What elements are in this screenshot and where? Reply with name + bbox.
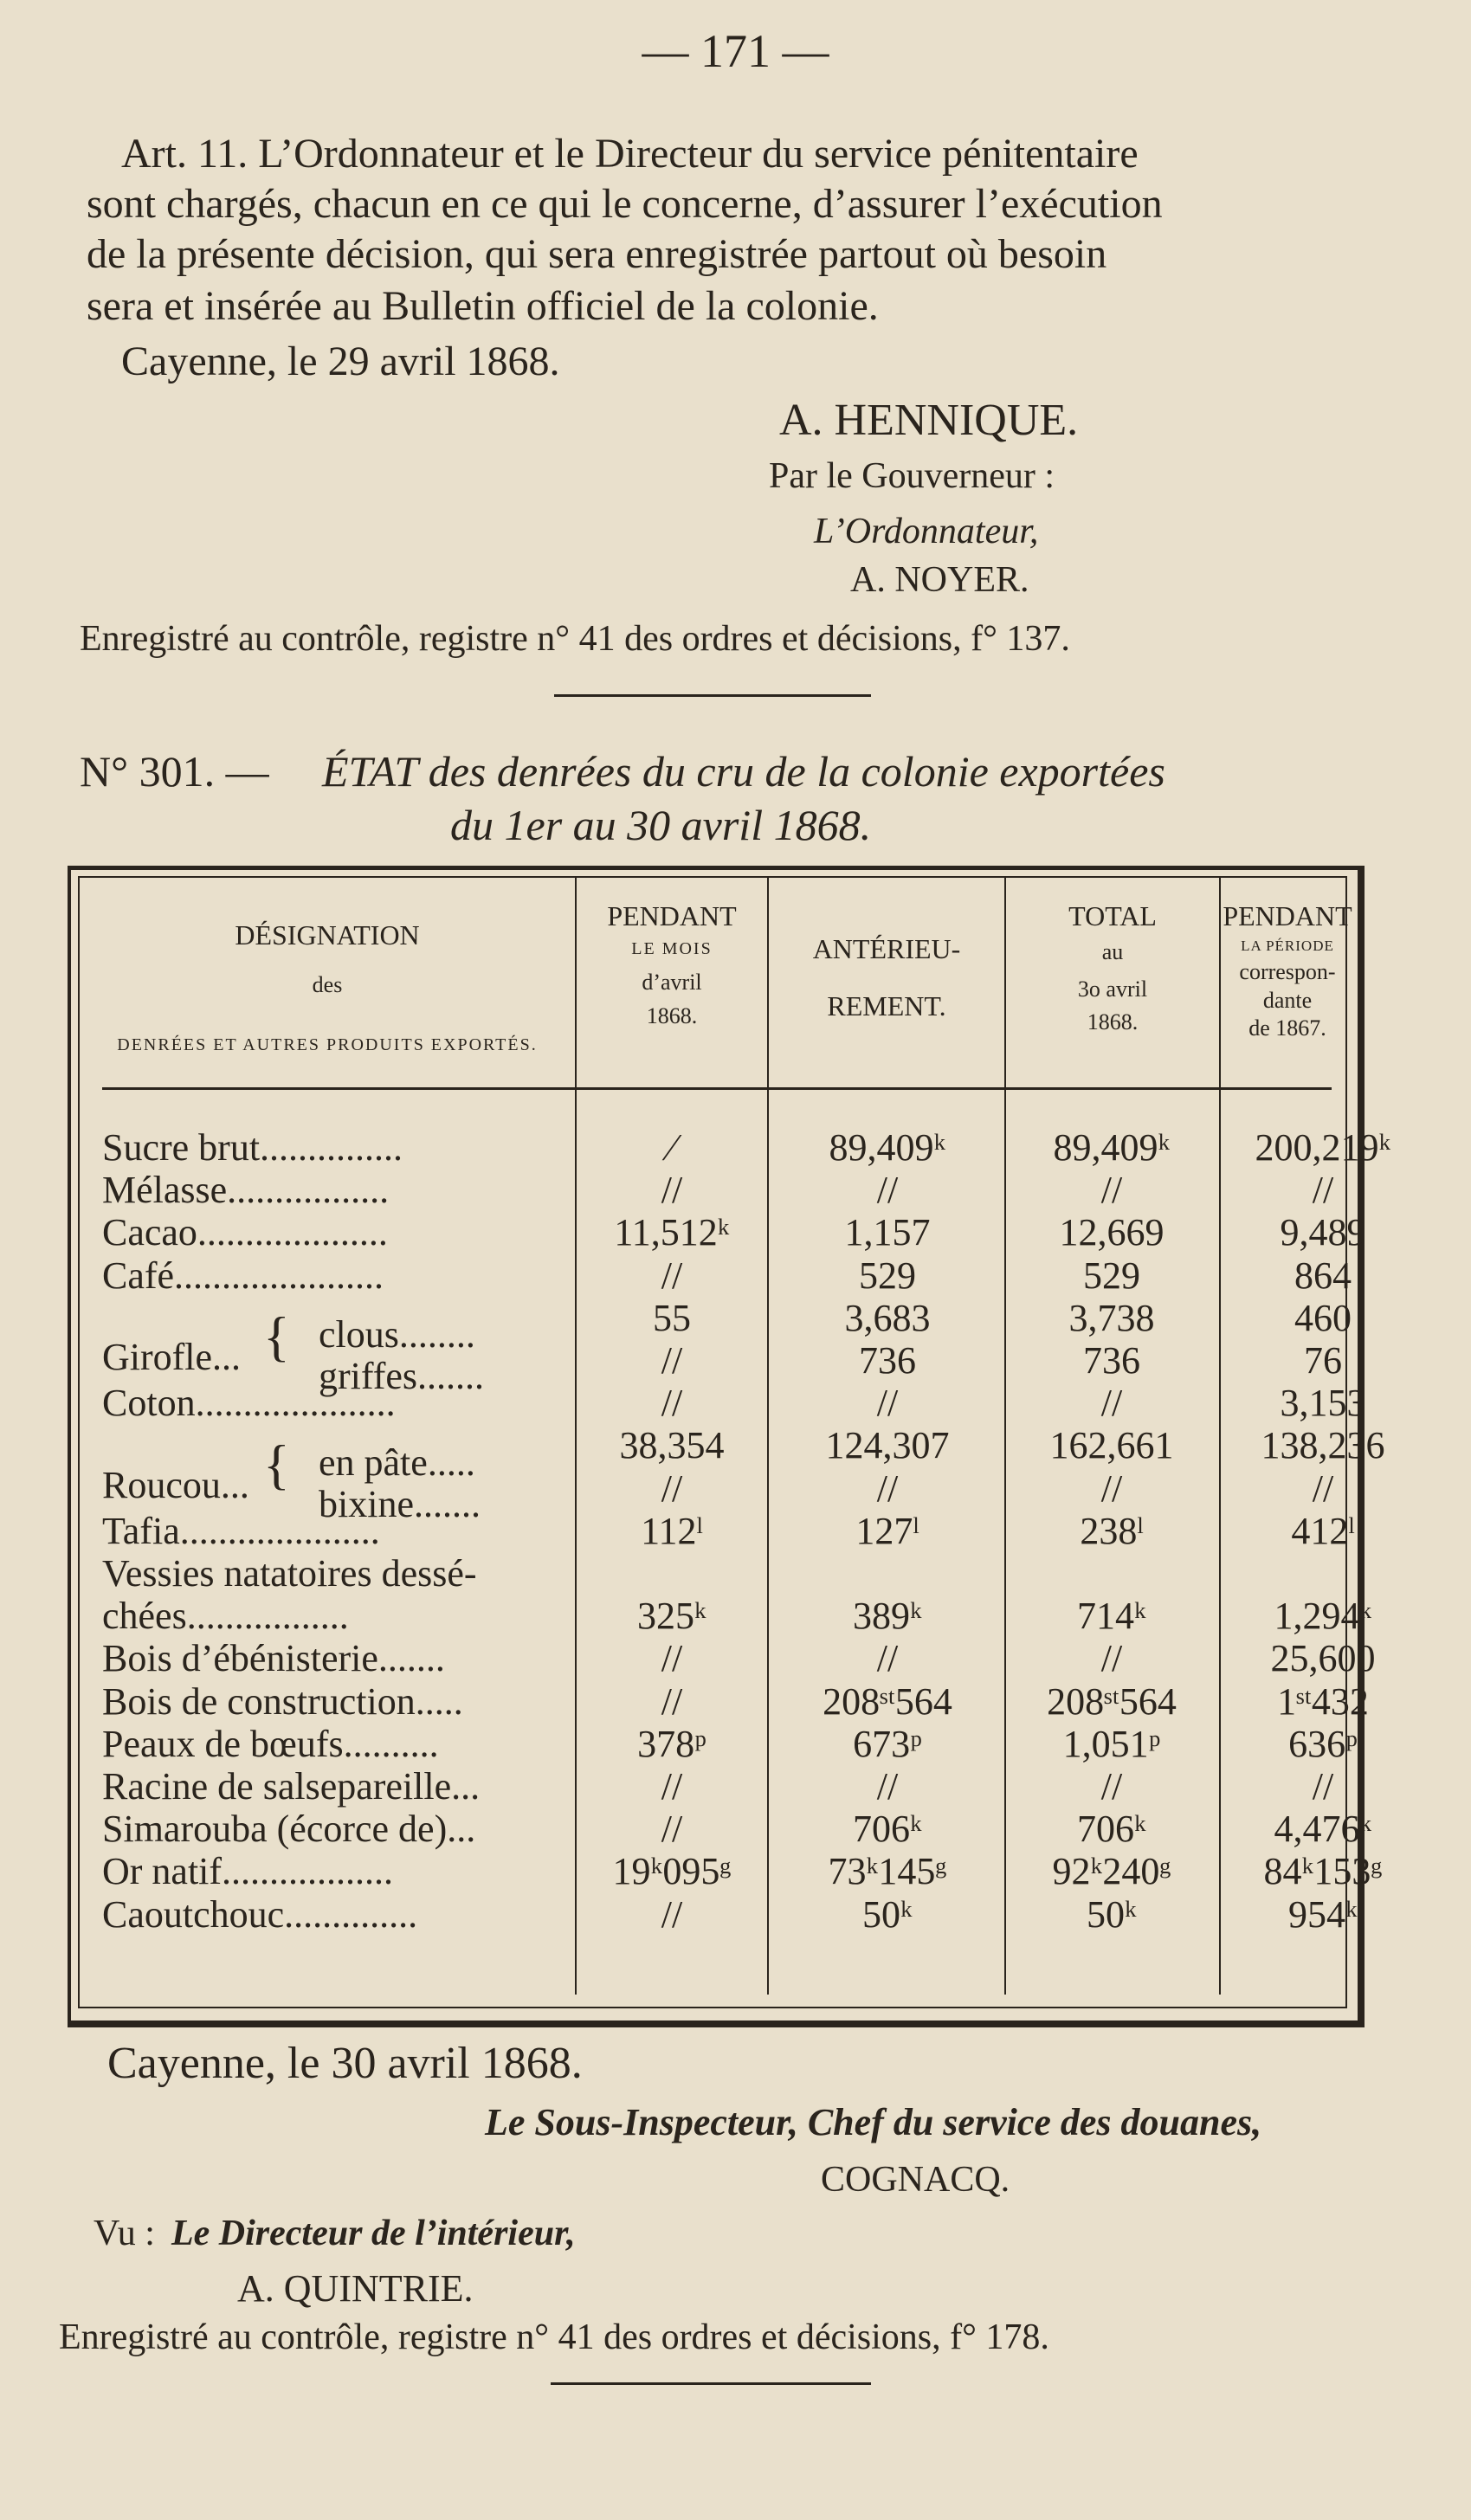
row-value-col2: 208ˢᵗ564	[823, 1679, 952, 1723]
row-label: Simarouba (écorce de)...	[102, 1808, 476, 1851]
row-value-col3: //	[1100, 1169, 1123, 1212]
heading-text-1: ÉTAT des denrées du cru de la colonie exportées	[322, 747, 1165, 796]
row-label: Cacao....................	[102, 1211, 388, 1254]
row-value-col2: 1,157	[844, 1211, 931, 1254]
row-value-col2: //	[876, 1169, 899, 1212]
row-value-col4: 25,600	[1270, 1637, 1376, 1680]
row-value-col4: 4,476ᵏ	[1274, 1808, 1372, 1851]
row-label: Mélasse.................	[102, 1169, 390, 1212]
row-value-col1: ⁄	[668, 1126, 675, 1169]
roucou-en-pate: en pâte.....	[319, 1441, 475, 1484]
row-value-col2: //	[876, 1637, 899, 1680]
row-label: Vessies natatoires dessé-	[102, 1552, 477, 1595]
row-label: Sucre brut...............	[102, 1126, 403, 1169]
row-value-col3: 238ˡ	[1080, 1509, 1144, 1552]
row-value-col3: 12,669	[1059, 1211, 1165, 1254]
roucou-brace: {	[263, 1434, 290, 1495]
table-row	[68, 1210, 1365, 1252]
row-value-col3: 89,409ᵏ	[1053, 1126, 1171, 1169]
row-value-col3: 92ᵏ240ᵍ	[1052, 1850, 1171, 1893]
row-label: Café......................	[102, 1254, 384, 1297]
header-designation: DÉSIGNATION des DENRÉES ET AUTRES PRODUITS EXPORTÉS.	[117, 919, 538, 1054]
table-row	[68, 1509, 1365, 1550]
row-value-col2: 706ᵏ	[853, 1808, 922, 1851]
row-value-col4: //	[1312, 1169, 1334, 1212]
row-value-col2: 73ᵏ145ᵍ	[828, 1850, 947, 1893]
row-label: Coton.....................	[102, 1382, 396, 1425]
row-label: Or natif..................	[102, 1850, 394, 1893]
table-row	[68, 1807, 1372, 1851]
heading-text-2: du 1er au 30 avril 1868.	[450, 801, 872, 849]
row-value-col4: //	[1312, 1765, 1334, 1808]
table-row	[68, 1125, 1391, 1169]
row-label: Peaux de bœufs..........	[102, 1722, 439, 1765]
girofle-label: Girofle...	[102, 1336, 242, 1378]
heading-number: N° 301. —	[80, 747, 269, 796]
row-value-col1: //	[661, 1466, 683, 1510]
row-value-col2: 124,307	[825, 1424, 950, 1467]
vu-role: Le Directeur de l’intérieur,	[171, 2214, 576, 2253]
row-value-col3: //	[1100, 1382, 1123, 1425]
row-value-col1: 325ᵏ	[637, 1595, 706, 1638]
article-line-3: de la présente décision, qui sera enregistrée partout où besoin	[87, 231, 1107, 277]
signatory-hennique: A. HENNIQUE.	[779, 396, 1079, 445]
row-value-col3: 50ᵏ	[1087, 1892, 1137, 1936]
girofle-griffes: griffes.......	[319, 1355, 485, 1397]
row-value-col1: //	[661, 1339, 683, 1382]
row-value-col3: 208ˢᵗ564	[1047, 1679, 1177, 1723]
row-value-col4: 200,219ᵏ	[1255, 1126, 1391, 1169]
row-value-col1: //	[661, 1637, 683, 1680]
row-value-col3: //	[1100, 1466, 1123, 1510]
table-row	[68, 1254, 1365, 1295]
article-line-1: Art. 11. L’Ordonnateur et le Directeur du service pénitentaire	[121, 131, 1139, 177]
separator-rule	[554, 694, 871, 697]
row-value-col1: //	[661, 1169, 683, 1212]
row-value-col1: 378ᵖ	[637, 1722, 706, 1765]
row-value-col4: 9,489	[1280, 1211, 1366, 1254]
row-value-col3: 1,051ᵖ	[1062, 1722, 1161, 1765]
table-row	[68, 1722, 1365, 1763]
row-value-col2: 736	[859, 1339, 916, 1382]
row-value-col4: 636ᵖ	[1288, 1722, 1358, 1765]
footer-role: Le Sous-Inspecteur, Chef du service des douanes,	[485, 2101, 1262, 2143]
row-value-col4: 1ˢᵗ432	[1277, 1679, 1369, 1723]
row-value-col2: 50ᵏ	[862, 1892, 913, 1936]
row-label: Bois d’ébénisterie.......	[102, 1637, 445, 1680]
footer-rule	[551, 2382, 871, 2385]
roucou-label: Roucou...	[102, 1464, 249, 1506]
par-le-gouverneur: Par le Gouverneur :	[769, 456, 1055, 496]
row-value-col3: 706ᵏ	[1077, 1808, 1146, 1851]
row-value-col3: 714ᵏ	[1077, 1595, 1146, 1638]
footer-date: Cayenne, le 30 avril 1868.	[107, 2039, 583, 2088]
row-value-col1: //	[661, 1679, 683, 1723]
row-value-col2: //	[876, 1382, 899, 1425]
row-value-col4: //	[1312, 1466, 1334, 1510]
registration-note-1: Enregistré au contrôle, registre n° 41 des ordres et décisions, f° 137.	[80, 619, 1070, 659]
row-value-col2: 127ˡ	[855, 1509, 919, 1552]
row-value-col4: 1,294ᵏ	[1274, 1595, 1372, 1638]
row-value-col1: //	[661, 1382, 683, 1425]
row-value-col3: //	[1100, 1637, 1123, 1680]
article-line-2: sont chargés, chacun en ce qui le concerne, d’assurer l’exécution	[87, 181, 1163, 227]
table-row	[68, 1551, 1365, 1593]
table-row	[68, 1466, 1365, 1508]
row-value-col2: 3,683	[844, 1296, 931, 1339]
row-value-col4: 864	[1294, 1254, 1352, 1297]
row-value-col1: //	[661, 1808, 683, 1851]
row-label: Caoutchouc..............	[102, 1892, 418, 1936]
row-value-col1: //	[661, 1254, 683, 1297]
row-value-col4: 954ᵏ	[1288, 1892, 1358, 1936]
row-value-col2: //	[876, 1765, 899, 1808]
header-col-month: PENDANT LE MOIS d’avril 1868.	[607, 900, 737, 1028]
row-value-col4: 3,153	[1280, 1382, 1366, 1425]
table-row	[68, 1892, 1365, 1934]
table-row	[68, 1168, 1365, 1212]
header-col-previous: ANTÉRIEU- REMENT.	[812, 933, 961, 1022]
article-date: Cayenne, le 29 avril 1868.	[121, 338, 560, 384]
table-row	[68, 1594, 1372, 1638]
signatory-quintrie: A. QUINTRIE.	[237, 2267, 474, 2310]
row-value-col1: 112ˡ	[641, 1509, 703, 1552]
registration-note-2: Enregistré au contrôle, registre n° 41 des ordres et décisions, f° 178.	[59, 2317, 1049, 2357]
row-value-col1: 19ᵏ095ᵍ	[612, 1850, 732, 1893]
girofle-clous: clous........	[319, 1313, 475, 1356]
row-value-col2: 89,409ᵏ	[829, 1126, 946, 1169]
article-line-4: sera et insérée au Bulletin officiel de la colonie.	[87, 283, 879, 329]
row-value-col2: 673ᵖ	[853, 1722, 922, 1765]
row-value-col4: 138,236	[1261, 1424, 1385, 1467]
table-row	[68, 1679, 1369, 1723]
row-value-col4: 76	[1304, 1339, 1342, 1382]
row-label: Tafia.....................	[102, 1509, 380, 1552]
header-rule	[102, 1087, 1332, 1090]
row-value-col3: //	[1100, 1765, 1123, 1808]
table-row	[68, 1296, 1365, 1337]
row-value-col3: 736	[1083, 1339, 1140, 1382]
row-label: chées.................	[102, 1595, 349, 1638]
row-value-col2: //	[876, 1466, 899, 1510]
row-value-col1: 38,354	[619, 1424, 725, 1467]
table-row	[68, 1381, 1366, 1425]
table-row	[68, 1636, 1376, 1680]
exports-table	[68, 866, 1391, 2027]
row-value-col4: 460	[1294, 1296, 1352, 1339]
signatory-noyer: A. NOYER.	[850, 560, 1029, 600]
table-row	[68, 1849, 1383, 1893]
row-label: Bois de construction.....	[102, 1679, 463, 1723]
header-col-1867: PENDANT LA PÉRIODE correspon- dante de 1867.	[1223, 900, 1352, 1041]
row-value-col3: 3,738	[1068, 1296, 1155, 1339]
page-number: — 171 —	[642, 25, 829, 77]
ordonnateur-role: L’Ordonnateur,	[814, 512, 1039, 551]
header-col-total: TOTAL au 3o avril 1868.	[1068, 900, 1157, 1034]
roucou-bixine: bixine.......	[319, 1483, 481, 1525]
row-value-col1: 11,512ᵏ	[614, 1211, 730, 1254]
row-value-col3: 529	[1083, 1254, 1140, 1297]
table-row	[68, 1338, 1365, 1380]
row-value-col3: 162,661	[1049, 1424, 1174, 1467]
table-row	[68, 1423, 1385, 1467]
row-value-col1: //	[661, 1765, 683, 1808]
girofle-brace: {	[263, 1305, 290, 1367]
row-value-col2: 389ᵏ	[853, 1595, 922, 1638]
vu-label: Vu :	[94, 2214, 155, 2253]
row-value-col4: 412ˡ	[1291, 1509, 1355, 1552]
row-value-col1: 55	[653, 1296, 691, 1339]
row-value-col4: 84ᵏ153ᵍ	[1263, 1850, 1383, 1893]
row-label: Racine de salsepareille...	[102, 1765, 481, 1808]
row-value-col1: //	[661, 1892, 683, 1936]
signatory-cognacq: COGNACQ.	[821, 2160, 1010, 2200]
row-value-col2: 529	[859, 1254, 916, 1297]
table-row	[68, 1764, 1365, 1806]
